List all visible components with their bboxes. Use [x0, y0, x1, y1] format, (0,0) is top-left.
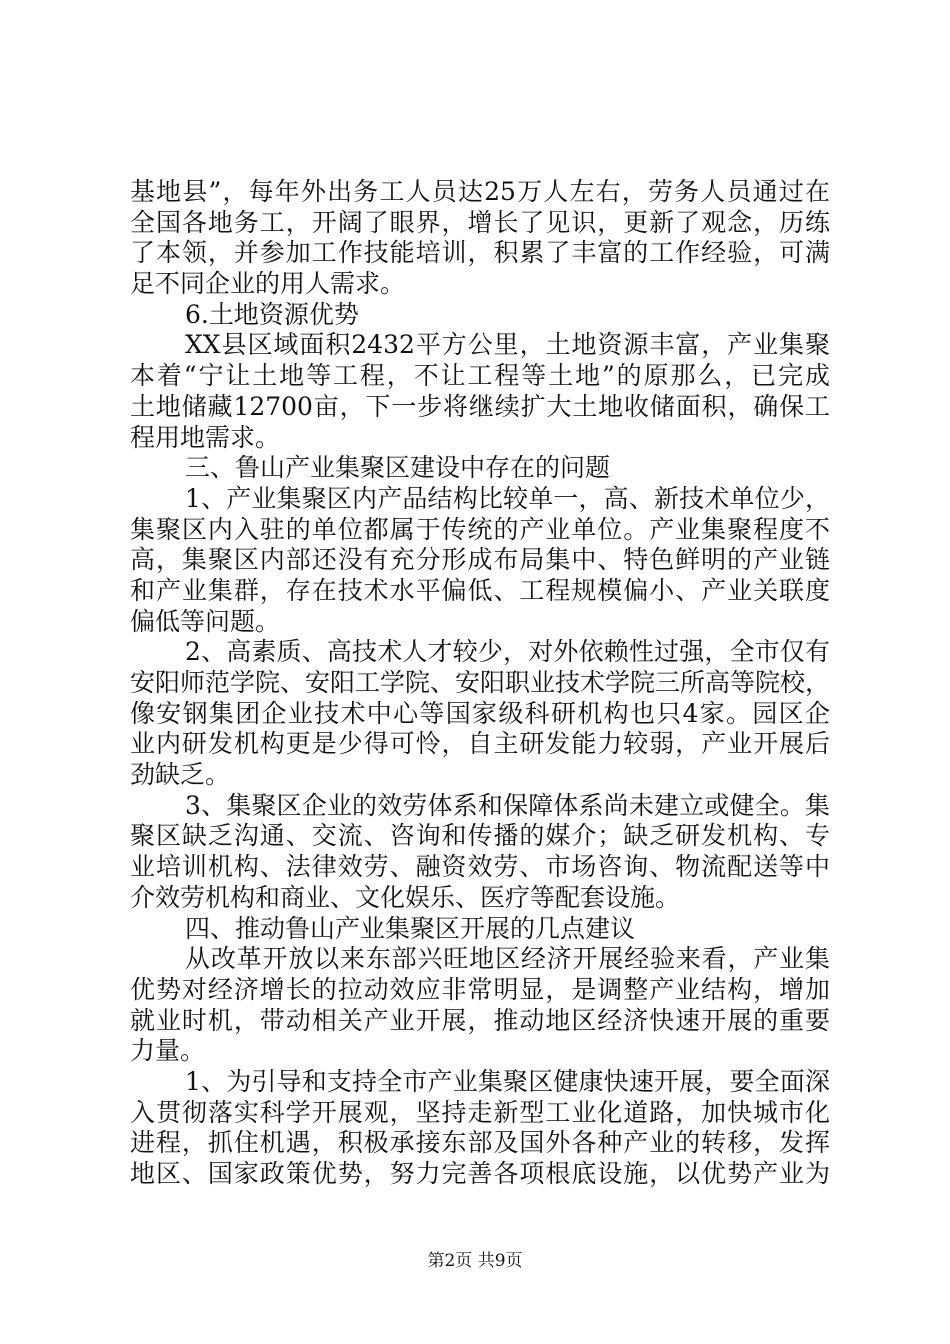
section-heading [130, 453, 830, 484]
paragraph [130, 791, 830, 914]
text-line: XX县区域面积2432平方公里，土地资源丰富，产业集聚 [185, 330, 830, 360]
paragraph [130, 1067, 830, 1190]
text-line: 程用地需求。 [130, 422, 281, 452]
paragraph [130, 484, 830, 637]
text-line: 从改革开放以来东部兴旺地区经济开展经验来看，产业集 [185, 944, 830, 974]
text-line: 集聚区内入驻的单位都属于传统的产业单位。产业集聚程度不 [130, 514, 830, 544]
text-line: 和产业集群，存在技术水平偏低、工程规模偏小、产业关联度 [130, 575, 830, 605]
text-line: 介效劳机构和商业、文化娱乐、医疗等配套设施。 [130, 882, 681, 912]
text-line: 偏低等问题。 [130, 606, 281, 636]
text-line: 业内研发机构更是少得可怜，自主研发能力较弱，产业开展后 [130, 729, 830, 759]
text-line: 1、产业集聚区内产品结构比较单一，高、新技术单位少， [185, 483, 830, 513]
text-line: 业培训机构、法律效劳、融资效劳、市场咨询、物流配送等中 [130, 852, 830, 882]
text-line: 土地储藏12700亩，下一步将继续扩大土地收储面积，确保工 [130, 391, 830, 421]
page-footer: 第2页 共9页 [427, 1251, 523, 1271]
text-line: 基地县”，每年外出务工人员达25万人左右，劳务人员通过在 [130, 177, 830, 206]
text-line: 足不同企业的用人需求。 [130, 269, 406, 299]
text-line: 安阳师范学院、安阳工学院、安阳职业技术学院三所高等院校， [130, 668, 830, 697]
text-line: 优势对经济增长的拉动效应非常明显，是调整产业结构，增加 [130, 974, 830, 1004]
text-line: 6.土地资源优势 [185, 299, 359, 329]
text-line: 进程，抓住机遇，积极承接东部及国外各种产业的转移，发挥 [130, 1128, 830, 1158]
document-body [130, 177, 830, 1190]
text-line: 入贯彻落实科学开展观，坚持走新型工业化道路，加快城市化 [130, 1097, 830, 1127]
text-line: 地区、国家政策优势，努力完善各项根底设施，以优势产业为 [130, 1159, 830, 1188]
text-line: 聚区缺乏沟通、交流、咨询和传播的媒介；缺乏研发机构、专 [130, 821, 830, 851]
text-line: 高，集聚区内部还没有充分形成布局集中、特色鲜明的产业链 [130, 545, 830, 575]
text-line: 了本领，并参加工作技能培训，积累了丰富的工作经验，可满 [130, 238, 830, 268]
text-line: 3、集聚区企业的效劳体系和保障体系尚未建立或健全。集 [185, 790, 830, 820]
text-line: 三、鲁山产业集聚区建设中存在的问题 [185, 453, 611, 483]
paragraph [130, 944, 830, 1067]
text-line: 2、高素质、高技术人才较少，对外依赖性过强，全市仅有 [185, 637, 830, 667]
paragraph [130, 330, 830, 453]
text-line: 就业时机，带动相关产业开展，推动地区经济快速开展的重要 [130, 1005, 830, 1035]
paragraph [130, 637, 830, 790]
text-line: 像安钢集团企业技术中心等国家级科研机构也只4家。园区企 [130, 698, 830, 728]
text-line: 全国各地务工，开阔了眼界，增长了见识，更新了观念，历练 [130, 207, 830, 237]
text-line: 1、为引导和支持全市产业集聚区健康快速开展，要全面深 [185, 1066, 830, 1096]
text-line: 四、推动鲁山产业集聚区开展的几点建议 [185, 913, 636, 943]
section-heading [130, 914, 830, 945]
text-line: 力量。 [130, 1036, 206, 1066]
text-line: 劲缺乏。 [130, 760, 231, 790]
section-heading [130, 300, 830, 331]
text-line: 本着“宁让土地等工程，不让工程等土地”的原那么，已完成 [130, 361, 830, 391]
paragraph [130, 177, 830, 300]
